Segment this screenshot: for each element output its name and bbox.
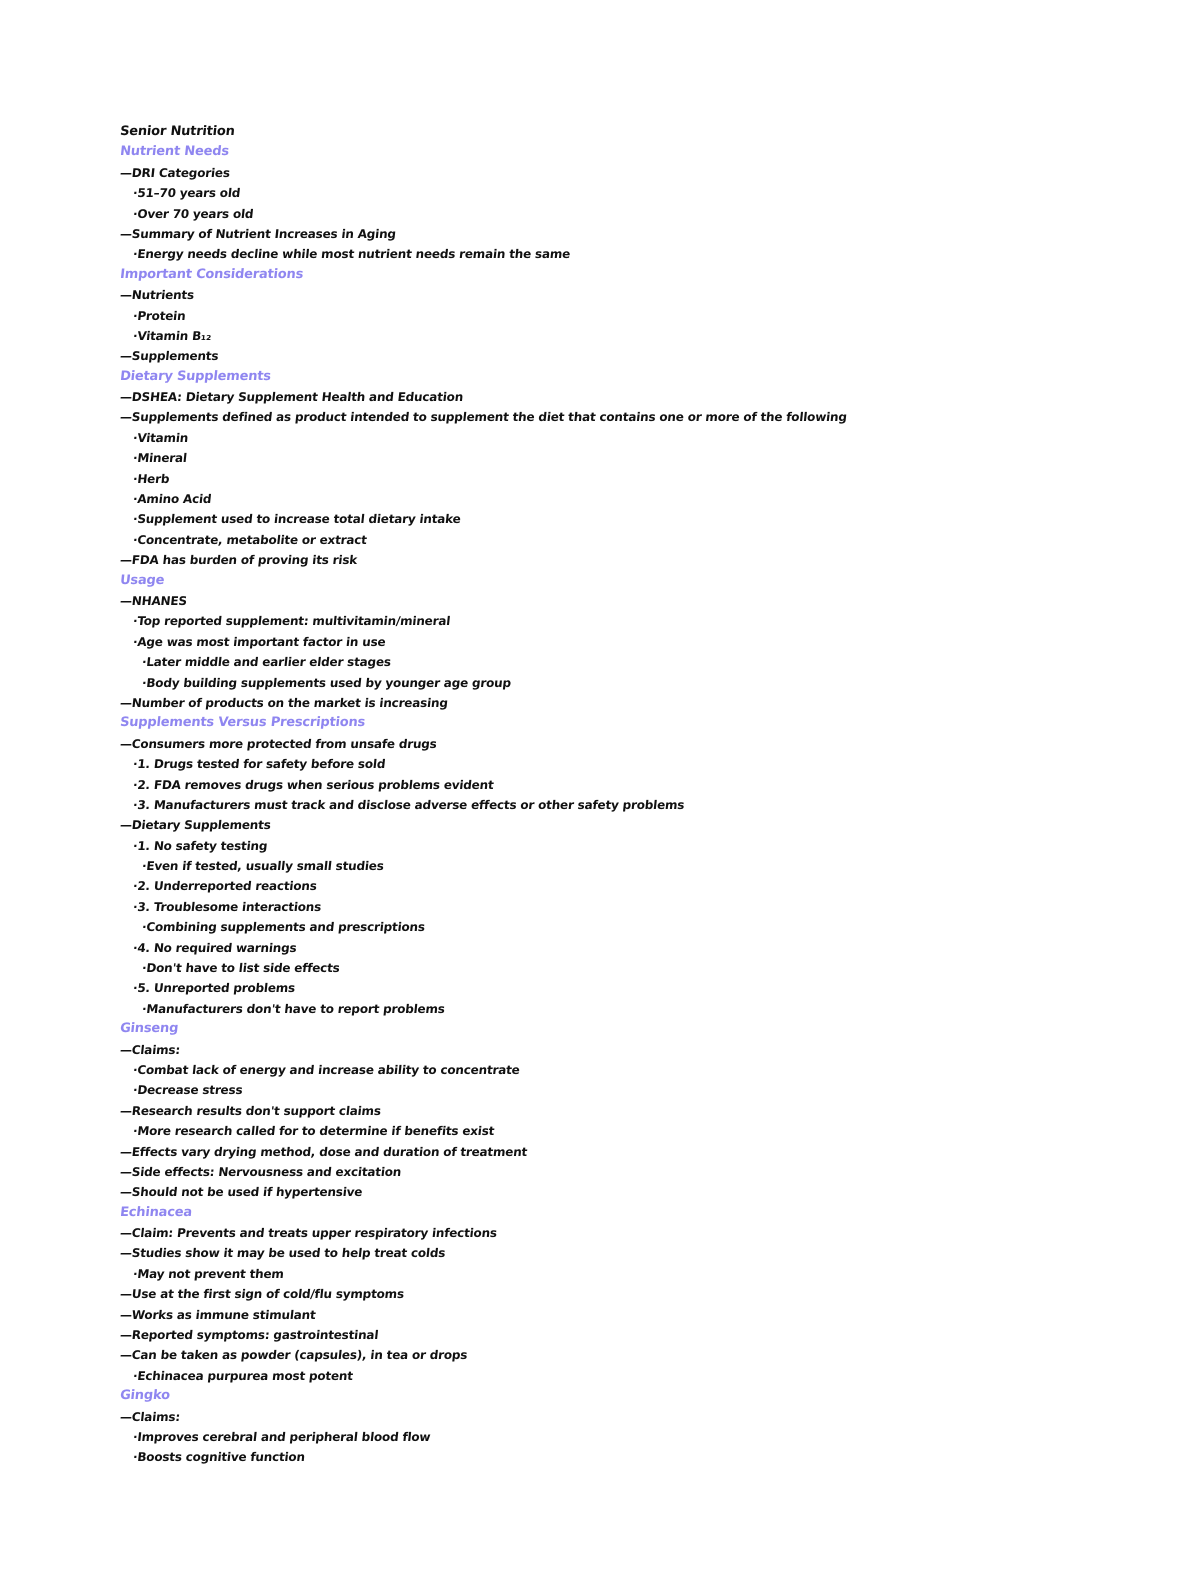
outline-subitem: ·4. No required warnings [132, 940, 298, 955]
outline-subitem: ·Don't have to list side effects [141, 961, 341, 976]
outline-item: — Studies show it may be used to help treat colds [119, 1243, 1161, 1263]
outline-subitem: ·Improves cerebral and peripheral blood flow [132, 1430, 432, 1444]
outline-subitem: ·1. No safety testing [132, 838, 269, 853]
outline-subitem: ·2. Underreported reactions [132, 879, 318, 894]
outline-subitem: ·May not prevent them [132, 1266, 285, 1281]
section-heading: Important Considerations [119, 266, 304, 282]
outline-subitem: ·51–70 years old [132, 186, 241, 201]
outline-item: — Side effects: Nervousness and excitation [119, 1162, 1161, 1182]
outline-item: — Can be taken as powder (capsules), in tea or drops [119, 1345, 1161, 1365]
outline-subitem: ·Decrease stress [132, 1083, 244, 1098]
outline-subitem: ·Boosts cognitive function [132, 1450, 306, 1465]
outline-item: — DSHEA: Dietary Supplement Health and Education [119, 387, 1161, 407]
outline-subitem: ·Combat lack of energy and increase ability to concentrate [132, 1062, 521, 1077]
lecture-notes [120, 122, 1160, 1468]
outline-subitem: ·More research called for to determine if benefits exist [132, 1124, 495, 1139]
outline-subitem: ·Energy needs decline while most nutrient needs remain the same [132, 247, 571, 262]
outline-item: — Dietary Supplements [119, 815, 1161, 835]
outline-item: — Effects vary drying method, dose and duration of treatment [119, 1142, 1161, 1162]
section-heading: Ginseng [119, 1021, 179, 1037]
outline-subitem: ·2. FDA removes drugs when serious problems evident [132, 777, 495, 792]
section-heading: Nutrient Needs [119, 144, 230, 160]
outline-subitem: ·Mineral [132, 451, 188, 466]
outline-subitem: ·5. Unreported problems [132, 981, 296, 996]
outline-subitem: ·Top reported supplement: multivitamin/mineral [132, 614, 451, 629]
outline-subitem: ·Herb [132, 471, 171, 486]
outline-subitem: ·Vitamin [132, 430, 189, 445]
outline-subitem: ·Over 70 years old [132, 206, 255, 221]
outline-subitem: ·1. Drugs tested for safety before sold [132, 757, 387, 772]
outline-subitem: ·Combining supplements and prescriptions [141, 920, 426, 935]
outline-subitem: ·3. Manufacturers must track and disclose adverse effects or other safety problems [132, 797, 686, 812]
section-heading: Gingko [119, 1388, 171, 1404]
outline-subitem: ·Supplement used to increase total dietary intake [132, 512, 462, 527]
outline-subitem: ·Even if tested, usually small studies [141, 859, 385, 874]
outline-subitem: ·Concentrate, metabolite or extract [132, 532, 368, 547]
section-heading: Echinacea [119, 1204, 193, 1220]
outline-subitem: ·Later middle and earlier elder stages [141, 655, 392, 670]
outline-item: — Nutrients [119, 285, 1161, 305]
outline-item: — Summary of Nutrient Increases in Aging [119, 224, 1161, 244]
outline-subitem: ·Manufacturers don't have to report problems [141, 1001, 446, 1016]
section-heading: Supplements Versus Prescriptions [119, 715, 366, 731]
outline-subitem: ·Amino Acid [132, 492, 213, 507]
outline-item: — DRI Categories [119, 163, 1161, 183]
outline-subitem: ·Age was most important factor in use [132, 634, 387, 649]
outline-item: — Number of products on the market is increasing [119, 693, 1161, 713]
outline-subitem: ·Protein [132, 308, 187, 323]
outline-item: — FDA has burden of proving its risk [119, 550, 1161, 570]
outline-item: — Works as immune stimulant [119, 1305, 1161, 1325]
outline-subitem: ·3. Troublesome interactions [132, 899, 322, 914]
outline-item: — NHANES [119, 591, 1161, 611]
outline-subitem: ·Body building supplements used by younger age group [141, 675, 512, 690]
section-heading: Dietary Supplements [119, 368, 272, 384]
outline-item: — Supplements defined as product intended to supplement the diet that contains one or more of the following [119, 407, 1161, 427]
outline-item: — Claims: [119, 1040, 1161, 1060]
outline-item: — Supplements [119, 346, 1161, 366]
outline-subitem: ·Echinacea purpurea most potent [132, 1368, 354, 1383]
outline-item: — Research results don't support claims [119, 1101, 1161, 1121]
outline-item: — Reported symptoms: gastrointestinal [119, 1325, 1161, 1345]
section-heading: Usage [119, 572, 166, 588]
outline-item: — Consumers more protected from unsafe drugs [119, 734, 1161, 754]
outline-subitem: ·Vitamin B₁₂ [132, 328, 212, 343]
outline-item: — Use at the first sign of cold/flu symptoms [119, 1284, 1161, 1304]
document-title: Senior Nutrition [119, 124, 236, 139]
outline-item: — Should not be used if hypertensive [119, 1182, 1161, 1202]
outline-item: — Claim: Prevents and treats upper respiratory infections [119, 1223, 1161, 1243]
outline-item: — Claims: [119, 1407, 1161, 1427]
